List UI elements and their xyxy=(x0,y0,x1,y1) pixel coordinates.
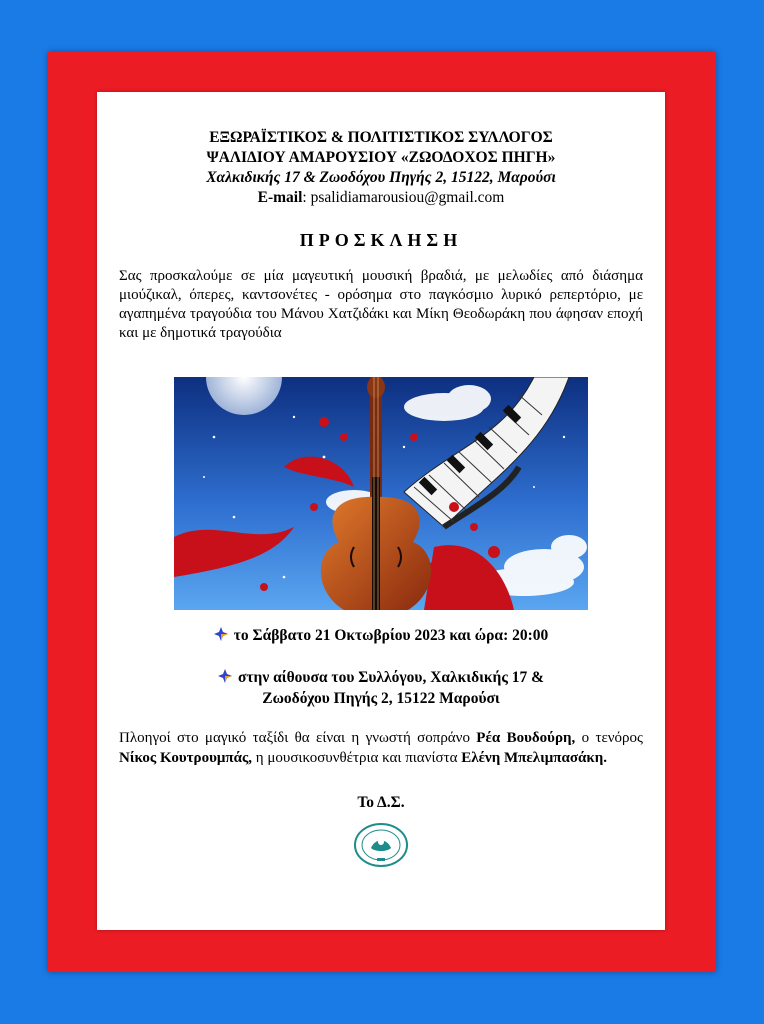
invitation-title: ΠΡΟΣΚΛΗΣΗ xyxy=(299,230,463,250)
email-label: E-mail xyxy=(257,189,303,206)
association-address: Χαλκιδικής 17 & Ζωοδόχου Πηγής 2, 15122, Μαρούσι xyxy=(206,169,556,186)
pianist-name: Ελένη Μπελιμπασάκη. xyxy=(461,750,607,766)
soprano-name: Ρέα Βουδούρη, xyxy=(476,730,576,746)
signature: Το Δ.Σ. xyxy=(357,794,405,811)
event-venue-line1 xyxy=(97,667,665,688)
closing-paragraph xyxy=(119,728,643,768)
bullet-arrow-icon xyxy=(214,627,228,641)
event-date-text: το Σάββατο 21 Οκτωβρίου 2023 και ώρα: 20:00 xyxy=(233,627,549,644)
event-venue-line1-text: στην αίθουσα του Συλλόγου, Χαλκιδικής 17 & xyxy=(237,669,545,686)
email-line xyxy=(97,188,665,208)
event-venue-line2: Ζωοδόχου Πηγής 2, 15122 Μαρούσι xyxy=(262,690,500,707)
event-venue xyxy=(97,667,665,709)
illustration-svg xyxy=(174,377,588,610)
tenor-name: Νίκος Κουτρουμπάς, xyxy=(119,750,253,766)
association-seal-logo xyxy=(353,822,409,868)
invitation-page xyxy=(97,92,665,930)
closing-part2: ο τενόρος xyxy=(575,730,643,746)
closing-part1: Πλοηγοί στο μαγικό ταξίδι θα είναι η γνωστή σοπράνο xyxy=(119,730,477,746)
violin-piano-illustration xyxy=(174,377,588,610)
email-value: : psalidiamarousiou@gmail.com xyxy=(302,189,505,206)
header-block xyxy=(97,128,665,208)
bullet-arrow-icon xyxy=(218,669,232,683)
association-name-line1: ΕΞΩΡΑΪΣΤΙΚΟΣ & ΠΟΛΙΤΙΣΤΙΚΟΣ ΣΥΛΛΟΓΟΣ xyxy=(209,129,553,146)
closing-part3: η μουσικοσυνθέτρια και πιανίστα xyxy=(252,750,462,766)
intro-paragraph: Σας προσκαλούμε σε μία μαγευτική μουσική βραδιά, με μελωδίες από διάσημα μιούζικαλ, όπερες, καντσονέτες - ορόσημα στο παγκόσμιο λυρικό ρεπερτόριο, με αγαπημένα τραγούδια του Μάνου Χατζιδάκι και Μίκη Θεοδωράκη που άφησαν εποχή και με δημοτικά τραγούδια xyxy=(119,268,643,341)
event-date xyxy=(97,625,665,646)
association-name-line2: ΨΑΛΙΔΙΟΥ ΑΜΑΡΟΥΣΙΟΥ «ΖΩΟΔΟΧΟΣ ΠΗΓΗ» xyxy=(206,149,556,166)
